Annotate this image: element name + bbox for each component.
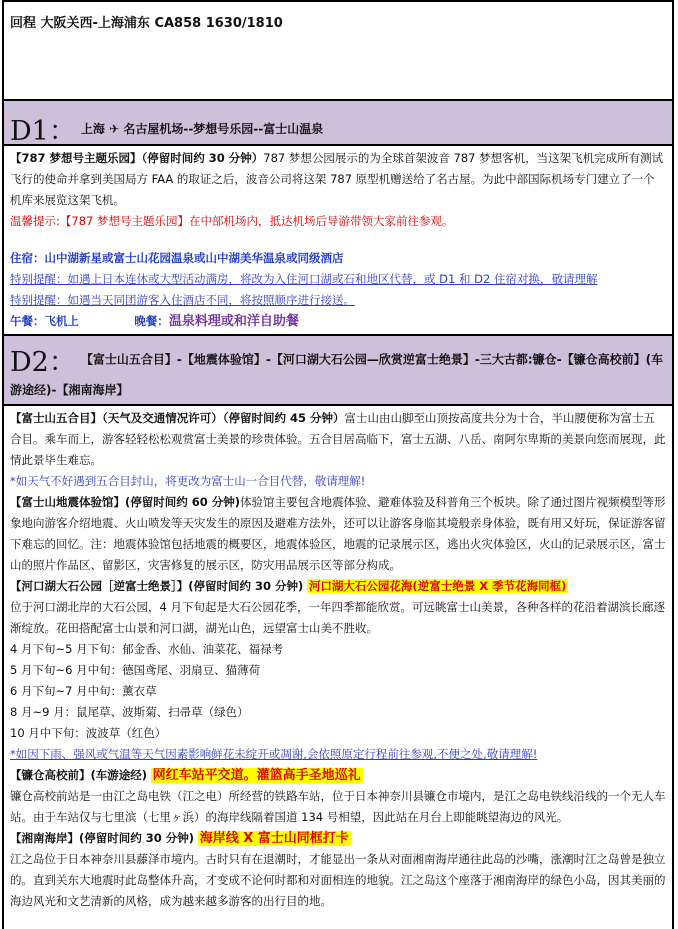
return-flight-text: 回程 大阪关西-上海浦东 CA858 1630/1810 [10, 16, 283, 31]
fuji-5th-station-body: 富士山由山脚至山顶按高度共分为十合，半山腰便称为富士五合目。乘车而上，游客轻轻松松观赏富士美景的珍贵体验。五合目居高临下，富士五湖、八岳、南阿尔卑斯的美景向您而展现，此情此景毕生难忘。 [10, 411, 666, 467]
oishi-park-body: 位于河口湖北岸的大石公园，4 月下旬起是大石公园花季，一年四季都能欣赏。可远眺富士山美景，各种各样的花沿着湖滨长廊逐渐绽放。花田搭配富士山景和河口湖，湖光山色，远望富士山美不胜收。 [10, 600, 665, 635]
shonan-title: 【湘南海岸】(停留时间约 30 分钟) [10, 831, 195, 845]
itinerary-page [2, 0, 674, 929]
day2-label: D2： [10, 347, 76, 378]
day2-route: 【富士山五合目】-【地震体验馆】-【河口湖大石公园—欣赏逆富士绝景】-三大古都:镰仓-【镰仓高校前】(车游途经)-【湘南海岸】 [10, 352, 664, 397]
day1-dinner: 温泉料理或和洋自助餐 [168, 314, 299, 329]
fuji-5th-station-para [10, 408, 666, 471]
dreamliner-title: 【787 梦想号主题乐园】 [10, 151, 142, 165]
fuji-5th-station-title: 【富士山五合目】（天气及交通情况许可）（停留时间约 45 分钟） [10, 411, 345, 425]
day1-content [4, 146, 672, 334]
flower-season-5: 10 月中下旬：波波草（红色） [10, 726, 167, 740]
day1-note-1: 特别提醒：如遇上日本连休或大型活动满房，将改为入住河口湖或石和地区代替，或 D1 和 D2 住宿对换，敬请理解 [10, 272, 598, 286]
kamakura-body: 镰仓高校前站是一由江之岛电铁（江之电）所经营的铁路车站，位于日本神奈川县镰仓市境内，是江之岛电铁线沿线的一个无人车站。由于车站仅与七里滨（七里ヶ浜）的海岸线隔着国道 134 号相望，因此站在月台上即能眺望海边的风光。 [10, 789, 666, 824]
oishi-park-note: *如因下雨、强风或气温等天气因素影响鲜花未绽开或凋谢,会依照原定行程前往参观,不便之处,敬请理解! [10, 747, 538, 761]
oishi-park-title: 【河口湖大石公园［逆富士绝景］】(停留时间约 30 分钟) [10, 579, 304, 593]
kamakura-heading [10, 765, 666, 786]
flower-season-3: 6 月下旬~7 月中旬：薰衣草 [10, 684, 157, 698]
day1-note-2: 特别提醒：如遇当天同团游客入住酒店不同，将按照顺序进行接送。 [10, 293, 355, 307]
day1-hotel: 住宿：山中湖新星或富士山花园温泉或山中湖美华温泉或同级酒店 [10, 251, 344, 265]
day1-tip: 温馨提示:【787 梦想号主题乐园】在中部机场内，抵达机场后导游带领大家前往参观。 [10, 214, 454, 228]
day1-route: 上海 ✈ 名古屋机场--梦想号乐园--富士山温泉 [80, 122, 324, 136]
kamakura-highlight: 网红车站平交道。灌篮高手圣地巡礼 [152, 768, 361, 783]
shonan-highlight: 海岸线 X 富士山同框打卡 [199, 831, 349, 846]
kamakura-title: 【镰仓高校前】(车游途经) [10, 768, 148, 782]
fuji-5th-station-note: *如天气不好遇到五合目封山，将更改为富士山一合目代替，敬请理解! [10, 474, 366, 488]
shonan-heading [10, 828, 666, 849]
day1-dinner-label: 晚餐： [134, 314, 169, 328]
day1-header [4, 101, 672, 146]
flower-season-4: 8 月~9 月：鼠尾草、波斯菊、扫帚草（绿色） [10, 705, 249, 719]
oishi-park-heading [10, 576, 666, 597]
day1-meals [10, 311, 666, 332]
day1-lunch: 午餐：飞机上 [10, 314, 79, 328]
day1-para-dreamliner [10, 148, 666, 211]
earthquake-museum-para [10, 492, 666, 576]
return-flight-box [4, 0, 672, 101]
day2-header [4, 334, 672, 406]
flower-season-1: 4 月下旬~5 月下旬：郁金香、水仙、油菜花、福禄考 [10, 642, 284, 656]
earthquake-museum-body: 体验馆主要包含地震体验、避难体验及科普角三个板块。除了通过图片视频模型等形象地向游客介绍地震、火山喷发等天灾发生的原因及避难方法外，还可以让游客身临其境般亲身体验，既有用又好玩，保证游客留下难忘的回忆。注：地震体验馆包括地震的概要区，地震体验区，地震的记录展示区，逃出火灾体验区，火山的记录展示区，富士山的照片作品区、留影区，灾害修复的展示区，防灾用品展示区等部分构成。 [10, 495, 666, 572]
day1-label: D1： [10, 116, 76, 147]
earthquake-museum-title: 【富士山地震体验馆】(停留时间约 60 分钟) [10, 495, 241, 509]
shonan-body: 江之岛位于日本神奈川县藤泽市境内。古时只有在退潮时，才能显出一条从对面湘南海岸通往此岛的沙嘴，涨潮时江之岛曾是独立的。直到关东大地震时此岛整体升高，才变成不论何时都和对面相连的地貌。江之岛这个座落于湘南海岸的绿色小岛，因其美丽的海边风光和文艺清新的风格，成为越来越多游客的出行目的地。 [10, 852, 666, 908]
flower-season-2: 5 月下旬~6 月中旬：德国鸢尾、羽扇豆、猫薄荷 [10, 663, 261, 677]
day2-content [4, 406, 672, 914]
dreamliner-body: 787 梦想公园展示的为全球首架波音 787 梦想客机，当这架飞机完成所有测试飞行的使命并拿到美国局方 FAA 的取证之后，波音公司将这架 787 原型机赠送给了名古屋。为此中部国际机场专门建立了一个机库来展览这架飞机。 [10, 151, 664, 207]
oishi-park-highlight: 河口湖大石公园花海(逆富士绝景 X 季节花海同框) [308, 579, 567, 593]
dreamliner-stay: （停留时间约 30 分钟） [141, 151, 264, 165]
